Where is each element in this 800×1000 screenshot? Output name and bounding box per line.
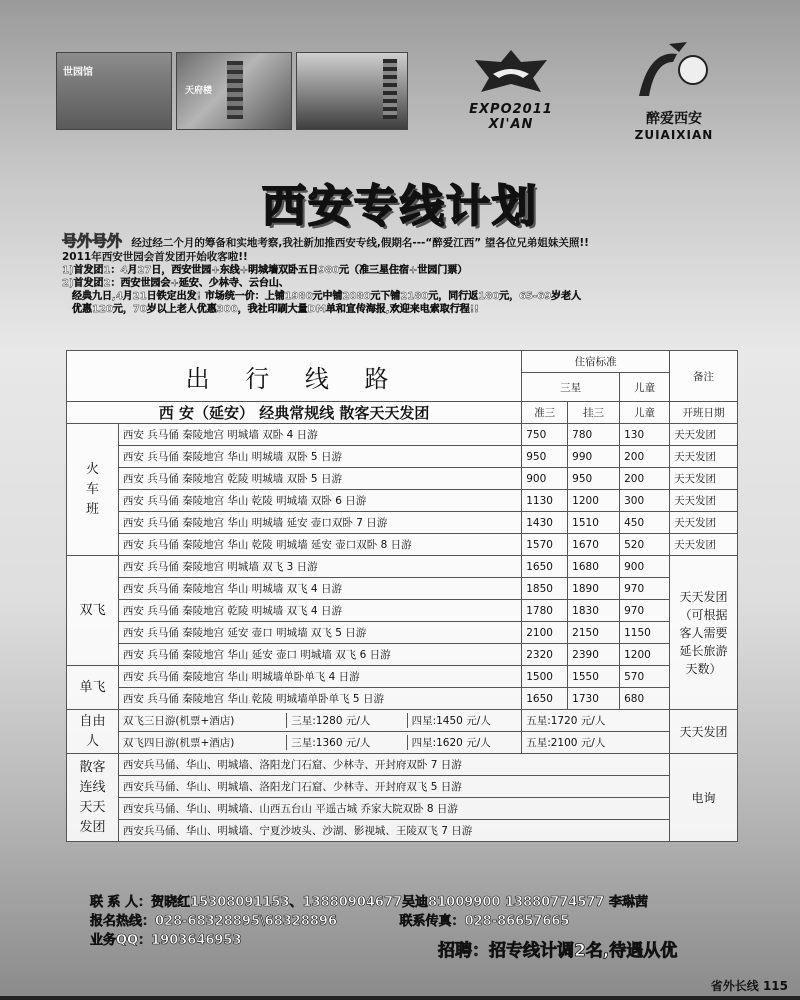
price-zhun3: 1780 (522, 600, 568, 622)
route-cell: 西安 兵马俑 秦陵地宫 华山 明城墙 双卧 5 日游 (118, 446, 521, 468)
route-cell: 西安 兵马俑 秦陵地宫 华山 乾陵 明城墙 延安 壶口双卧 8 日游 (118, 534, 521, 556)
zui-logo-cn: 醉爱西安 (646, 111, 702, 127)
combo-route: 西安兵马俑、华山、明城墙、宁夏沙坡头、沙湖、影视城、王陵双飞 7 日游 (118, 820, 669, 842)
route-cell (118, 710, 521, 732)
price-gua3: 1890 (568, 578, 620, 600)
price-gua3: 1550 (568, 666, 620, 688)
table-row (67, 754, 738, 776)
price-zhun3: 950 (522, 446, 568, 468)
contact-people-label: 联 系 人： (90, 895, 152, 910)
combo-route: 西安兵马俑、华山、明城墙、洛阳龙门石窟、少林寺、开封府双飞 5 日游 (118, 776, 669, 798)
price-child: 900 (620, 556, 670, 578)
table-subheader-row (67, 402, 738, 424)
table-row (67, 578, 738, 600)
price-zhun3: 1500 (522, 666, 568, 688)
price-zhun3: 2320 (522, 644, 568, 666)
price-gua3: 950 (568, 468, 620, 490)
route-cell: 西安 兵马俑 秦陵地宫 明城墙 双飞 3 日游 (118, 556, 521, 578)
photo-strip (56, 52, 408, 130)
table-header-row (67, 351, 738, 373)
price-child: 300 (620, 490, 670, 512)
free-label: 自由 人 (67, 710, 119, 754)
photo-caption: 天府楼 (185, 86, 213, 96)
note-2: 2)首发团2：西安世园会+延安、少林寺、云台山、 (62, 278, 289, 289)
remark-cell: 天天发团 (670, 424, 738, 446)
qq-value: 1903646953 (151, 933, 242, 948)
price-zhun3: 900 (522, 468, 568, 490)
price-zhun3: 1430 (522, 512, 568, 534)
table-row (67, 666, 738, 688)
price-gua3: 2150 (568, 622, 620, 644)
fax-label: 联系传真： (399, 914, 465, 929)
combo-remark: 电询 (670, 754, 738, 842)
table-row (67, 534, 738, 556)
table-row (67, 556, 738, 578)
table-row (67, 468, 738, 490)
route-cell: 西安 兵马俑 秦陵地宫 华山 延安 壶口 明城墙 双飞 6 日游 (118, 644, 521, 666)
photo-pagoda (296, 52, 408, 130)
price-zhun3: 1570 (522, 534, 568, 556)
combo-label: 散客 连线 天天 发团 (67, 754, 119, 842)
table-row (67, 644, 738, 666)
price-zhun3: 750 (522, 424, 568, 446)
table-row (67, 798, 738, 820)
table-row (67, 424, 738, 446)
free-4star: 四星:1620 元/人 (407, 735, 491, 750)
zuiaixian-logo (616, 40, 732, 142)
expo-logo (446, 48, 576, 132)
price-child: 1200 (620, 644, 670, 666)
free-4star: 四星:1450 元/人 (407, 713, 491, 728)
footer-bar (0, 996, 800, 1000)
free-5star: 五星:2100 元/人 (522, 732, 670, 754)
header-lodging: 住宿标准 (522, 351, 670, 373)
extra-tag: 号外号外 (62, 232, 123, 250)
price-gua3: 1680 (568, 556, 620, 578)
col-start: 开班日期 (670, 402, 738, 424)
price-child: 1150 (620, 622, 670, 644)
figure-mark-icon (629, 40, 719, 102)
hotline-value: 028-68328895\68328896 (155, 914, 338, 929)
note-4: 优惠120元，70岁以上老人优惠300，我社印刷大量DM单和宣传海报,欢迎来电索取行程!! (72, 304, 479, 315)
price-gua3: 1670 (568, 534, 620, 556)
recruit-notice: 招聘：招专线计调2名,待遇从优 (438, 941, 678, 961)
photo-tianfu-tower (176, 52, 292, 130)
intro-line2: 2011年西安世园会首发团开始收客啦!! (62, 251, 248, 263)
expo-star-icon (471, 48, 551, 94)
table-row (67, 732, 738, 754)
table-row (67, 710, 738, 732)
route-cell: 西安 兵马俑 秦陵地宫 乾陵 明城墙 双卧 5 日游 (118, 468, 521, 490)
table-row (67, 622, 738, 644)
route-cell: 西安 兵马俑 秦陵地宫 华山 明城墙 延安 壶口双卧 7 日游 (118, 512, 521, 534)
table-row (67, 688, 738, 710)
remark-cell: 天天发团 (670, 446, 738, 468)
contact-people: 贺晓红15308091153、13880904677吴迪81009900 13880774577 李琳茜 (151, 895, 648, 910)
route-cell: 西安 兵马俑 秦陵地宫 华山 明城墙单卧单飞 4 日游 (118, 666, 521, 688)
price-child: 520 (620, 534, 670, 556)
subheader: 西 安（延安） 经典常规线 散客天天发团 (67, 402, 522, 424)
qq-label: 业务QQ： (90, 933, 152, 948)
note-1: 1)首发团1：4月27日，西安世园+东线+明城墙双卧五日980元（准三星住宿+世园门票） (62, 265, 468, 276)
col-gua3: 挂三 (568, 402, 620, 424)
price-gua3: 990 (568, 446, 620, 468)
table-row (67, 490, 738, 512)
remark-cell: 天天发团 (670, 490, 738, 512)
price-child: 130 (620, 424, 670, 446)
combo-route: 西安兵马俑、华山、明城墙、洛阳龙门石窟、少林寺、开封府双卧 7 日游 (118, 754, 669, 776)
price-gua3: 1200 (568, 490, 620, 512)
page-footer: 省外长线 115 (710, 979, 788, 993)
free-3star: 三星:1280 元/人 (286, 713, 403, 728)
price-child: 200 (620, 446, 670, 468)
pagoda-shape (227, 61, 243, 119)
free-remark: 天天发团 (670, 710, 738, 754)
pagoda-shape (383, 59, 397, 119)
route-cell (118, 732, 521, 754)
col-child: 儿童 (620, 402, 670, 424)
table-row (67, 820, 738, 842)
price-child: 680 (620, 688, 670, 710)
header-child: 儿童 (620, 373, 670, 402)
photo-expo-hall (56, 52, 172, 130)
price-zhun3: 1130 (522, 490, 568, 512)
fax-value: 028-86657665 (464, 914, 570, 929)
remark-cell: 天天发团 (670, 512, 738, 534)
header-remark: 备注 (670, 351, 738, 402)
price-zhun3: 2100 (522, 622, 568, 644)
remark-cell: 天天发团 (670, 534, 738, 556)
price-child: 570 (620, 666, 670, 688)
free-5star: 五星:1720 元/人 (522, 710, 670, 732)
zui-logo-en: ZUIAIXIAN (634, 128, 714, 142)
price-child: 970 (620, 600, 670, 622)
train-label: 火 车 班 (67, 424, 119, 556)
intro-block (62, 234, 782, 316)
col-zhun3: 准三 (522, 402, 568, 424)
photo-caption: 世园馆 (63, 67, 93, 78)
fly1-label: 单飞 (67, 666, 119, 710)
intro-text: 经过经二个月的筹备和实地考察,我社新加推西安专线,假期名---“醉爱江西” 望各位兄弟姐妹关照!! (131, 237, 589, 249)
price-gua3: 1510 (568, 512, 620, 534)
route-cell: 西安 兵马俑 秦陵地宫 明城墙 双卧 4 日游 (118, 424, 521, 446)
route-cell: 西安 兵马俑 秦陵地宫 乾陵 明城墙 双飞 4 日游 (118, 600, 521, 622)
table-row (67, 600, 738, 622)
price-child: 970 (620, 578, 670, 600)
table-row (67, 446, 738, 468)
routes-table (66, 350, 738, 842)
expo-logo-text: EXPO2011 XI'AN (469, 102, 553, 132)
price-child: 200 (620, 468, 670, 490)
combo-route: 西安兵马俑、华山、明城墙、山西五台山 平遥古城 乔家大院双卧 8 日游 (118, 798, 669, 820)
free-route: 双飞三日游(机票+酒店) (122, 715, 235, 727)
page-title: 西安专线计划 (262, 181, 538, 232)
price-gua3: 780 (568, 424, 620, 446)
price-zhun3: 1650 (522, 688, 568, 710)
price-zhun3: 1650 (522, 556, 568, 578)
header-route: 出 行 线 路 (67, 351, 522, 402)
hotline-label: 报名热线： (90, 914, 156, 929)
price-gua3: 1730 (568, 688, 620, 710)
free-route: 双飞四日游(机票+酒店) (122, 737, 235, 749)
free-3star: 三星:1360 元/人 (286, 735, 403, 750)
table-row (67, 776, 738, 798)
route-cell: 西安 兵马俑 秦陵地宫 华山 明城墙 双飞 4 日游 (118, 578, 521, 600)
route-cell: 西安 兵马俑 秦陵地宫 延安 壶口 明城墙 双飞 5 日游 (118, 622, 521, 644)
fly-remark: 天天发团（可根据客人需要延长旅游天数） (670, 556, 738, 710)
table-row (67, 512, 738, 534)
price-zhun3: 1850 (522, 578, 568, 600)
remark-cell: 天天发团 (670, 468, 738, 490)
note-3: 经典九日,4月21日铁定出发! 市场统一价：上铺1980元中铺2080元下铺2180元，同行返180元，65-69岁老人 (72, 291, 582, 302)
fly2-label: 双飞 (67, 556, 119, 666)
price-child: 450 (620, 512, 670, 534)
route-cell: 西安 兵马俑 秦陵地宫 华山 乾陵 明城墙 双卧 6 日游 (118, 490, 521, 512)
price-gua3: 1830 (568, 600, 620, 622)
price-gua3: 2390 (568, 644, 620, 666)
route-cell: 西安 兵马俑 秦陵地宫 华山 乾陵 明城墙单卧单飞 5 日游 (118, 688, 521, 710)
header-three-star: 三星 (522, 373, 620, 402)
